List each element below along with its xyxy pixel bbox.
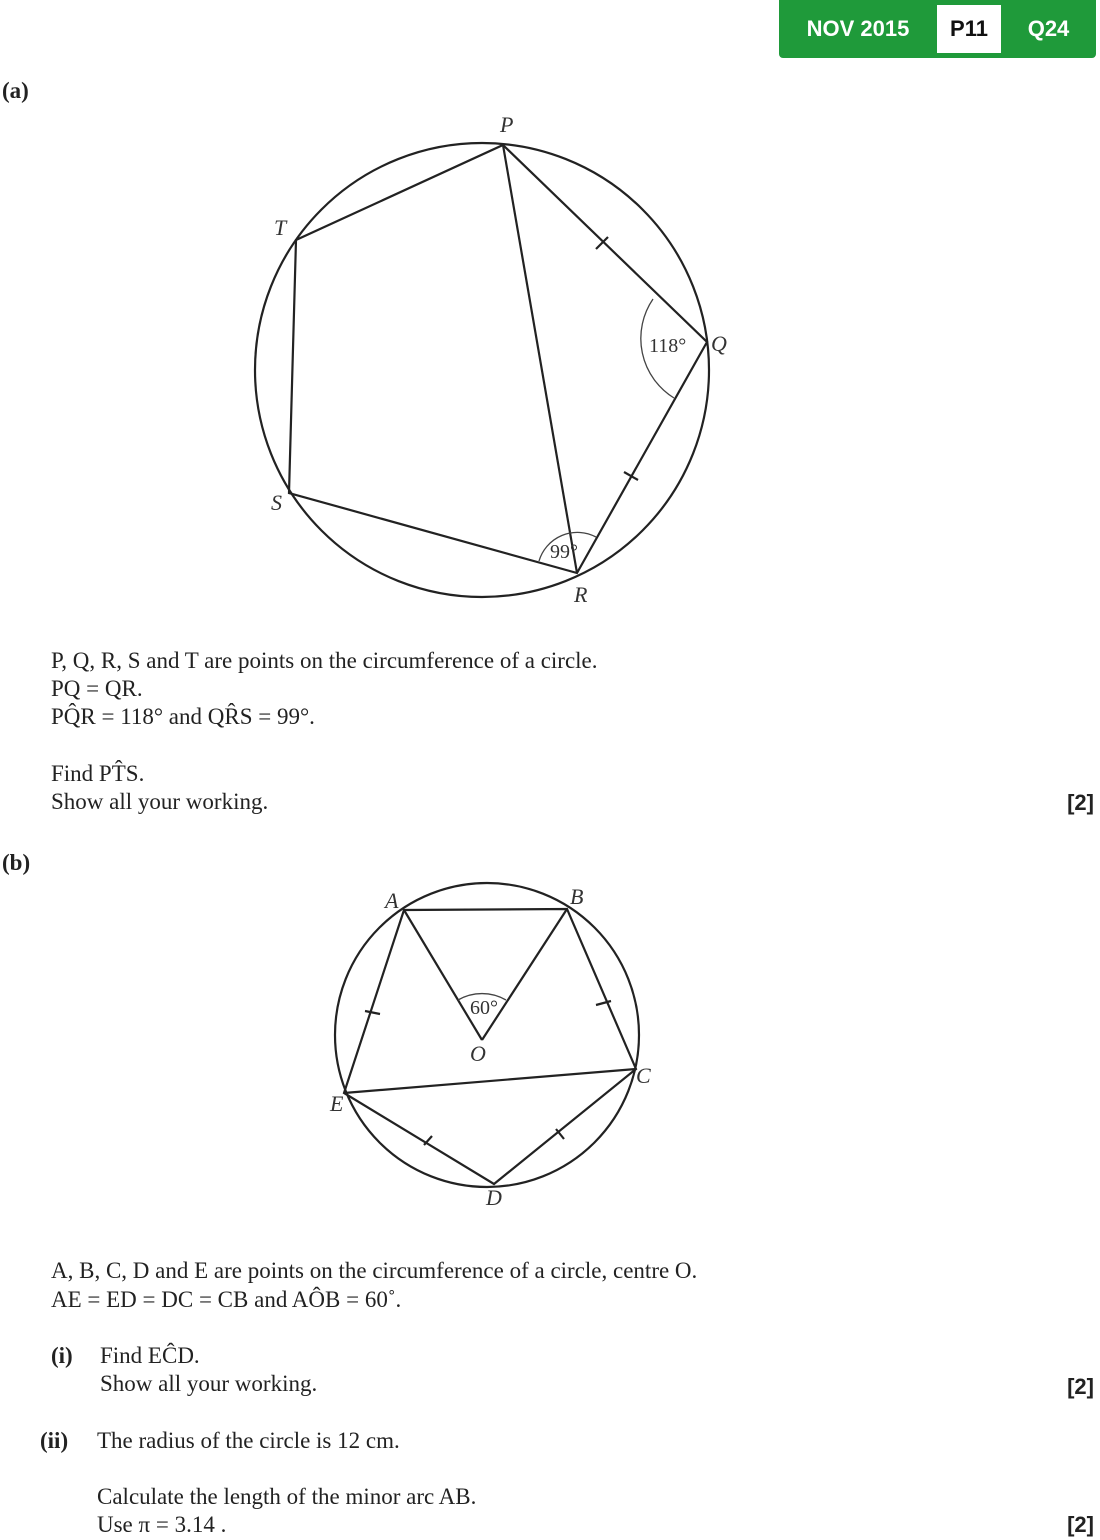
circle-b (335, 883, 639, 1187)
label-p: P (500, 112, 514, 137)
question-badge (779, 0, 1096, 58)
label-b: B (570, 884, 584, 909)
label-t: T (274, 215, 287, 240)
part-b-ii-calc: Calculate the length of the minor arc AB. (97, 1484, 477, 1509)
circle-a (255, 143, 709, 597)
angle-label-o: 60° (470, 997, 498, 1019)
part-a-working: Show all your working. (51, 789, 269, 814)
label-a: A (385, 888, 399, 913)
badge-question: Q24 (1027, 16, 1070, 41)
part-a-line2: PQ = QR. (51, 676, 143, 701)
part-b-i-find: Find EĈD. (100, 1343, 200, 1368)
label-r: R (574, 582, 588, 607)
part-a-find: Find PT̂S. (51, 761, 145, 786)
diagram-b (0, 870, 760, 1210)
label-o: O (470, 1041, 486, 1066)
label-s: S (271, 490, 282, 515)
part-b-ii-label: (ii) (40, 1428, 69, 1453)
tick-ae (365, 1011, 380, 1014)
part-a-line1: P, Q, R, S and T are points on the circumference of a circle. (51, 648, 598, 673)
chord-pr (503, 145, 577, 573)
part-a-line3: PQ̂R = 118° and QR̂S = 99°. (51, 704, 315, 729)
part-b-i-marks: [2] (1067, 1374, 1094, 1399)
label-e: E (330, 1091, 344, 1116)
part-b-ii-text: The radius of the circle is 12 cm. (97, 1428, 400, 1453)
part-a-marks: [2] (1067, 790, 1094, 815)
angle-label-q: 118° (649, 335, 687, 357)
label-c: C (636, 1063, 651, 1088)
label-d: D (486, 1185, 502, 1210)
chord-ec (344, 1069, 636, 1093)
part-b-ii-marks: [2] (1067, 1512, 1094, 1537)
angle-label-r: 99° (550, 541, 578, 563)
part-b-line1: A, B, C, D and E are points on the circumference of a circle, centre O. (51, 1258, 698, 1283)
part-b-ii-use: Use π = 3.14 . (97, 1512, 227, 1537)
part-b-label: (b) (2, 850, 31, 875)
radius-ob (482, 909, 567, 1040)
part-b-i-working: Show all your working. (100, 1371, 318, 1396)
diagram-a (0, 100, 760, 720)
badge-paper: P11 (937, 5, 1001, 53)
part-b-i-label: (i) (51, 1343, 73, 1368)
radius-oa (404, 910, 482, 1040)
tick-pq (596, 237, 608, 249)
badge-session: NOV 2015 (806, 16, 910, 41)
part-a-label: (a) (2, 78, 29, 103)
pentagon-abcde (344, 909, 636, 1184)
part-b-line2: AE = ED = DC = CB and AÔB = 60˚. (51, 1287, 402, 1312)
label-q: Q (711, 331, 727, 356)
